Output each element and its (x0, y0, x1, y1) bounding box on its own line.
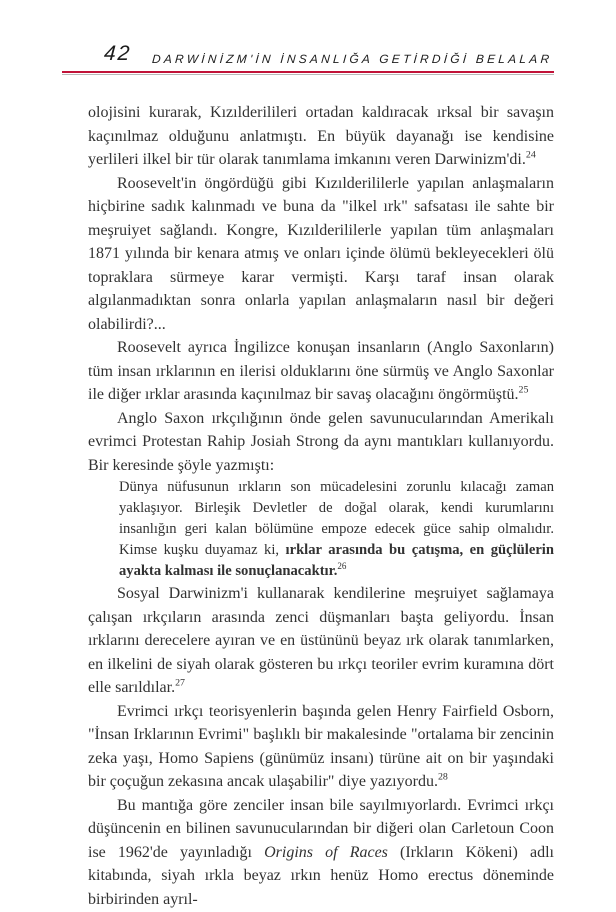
text-run: Origins of Races (264, 843, 388, 861)
paragraph (88, 172, 554, 337)
text-run: Bu mantığa göre zenciler insan bile sayılmıyorlardı. Evrimci ırkçı düşüncenin en bilinen savunucularından bir diğeri olan Carletoun Coon ise 1962'de yayınladığı (88, 796, 554, 861)
text-run: Anglo Saxon ırkçılığının önde gelen savunucularından Amerikalı evrimci Protestan Rahip Josiah Strong da aynı mantıkları kullanıyordu. Bir keresinde şöyle yazmıştı: (88, 409, 554, 474)
footnote-marker: 27 (175, 677, 185, 689)
text-run: Roosevelt'in öngördüğü gibi Kızılderililerle yapılan anlaşmaların hiçbirine sadık kalınmadı ve buna da "ilkel ırk" safsatası ile sahte bir meşruiyet sağlandı. Kongre, Kızılderililerle yapılan tüm anlaşmaları 1871 yılında bir kenara atmış ve onları içinde ölümü bekleyecekleri ölü topraklara sürmeye karar vermişti. Karşı taraf insan olarak algılanmadıktan sonra onlarla yapılan anlaşmaların nasıl bir değeri olabilirdi?... (88, 174, 554, 333)
footnote-marker: 26 (337, 561, 347, 572)
text-run: Dünya nüfusunun ırkların son mücadelesini zorunlu kılacağı zaman yaklaşıyor. Birleşik Devletler de doğal olarak, kendi kurumlarını insanlığın geri kalan bölümüne empoze edecek güce sahip olmalıdır. Kimse kuşku duyamaz ki, (119, 479, 554, 558)
paragraph (88, 407, 554, 478)
paragraph (88, 794, 554, 912)
paragraph (88, 582, 554, 700)
text-run: (Irkların Kökeni) adlı kitabında, siyah ırkla beyaz ırkın henüz Homo erectus döneminde birbirinden ayrıl- (88, 843, 554, 908)
text-run: ırklar arasında bu çatışma, en güçlülerin ayakta kalması ile sonuçlanacaktır. (119, 542, 554, 579)
text-run: Roosevelt ayrıca İngilizce konuşan insanların (Anglo Saxonların) tüm insan ırklarının en ilerisi olduklarını öne sürmüş ve Anglo Saxonlar ile diğer ırklar arasında kaçınılmaz bir savaş olacağını öngörmüştü. (88, 339, 554, 403)
footnote-marker: 24 (525, 149, 536, 161)
paragraph (88, 336, 554, 407)
text-run: olojisini kurarak, Kızılderilileri ortadan kaldıracak ırksal bir savaşın kaçınılmaz olduğunu anlatmıştı. En büyük dayanağı ise kendisine yerlileri ilkel bir tür olarak tanımlama imkanını veren Darwinizm'di. (88, 104, 554, 168)
quote-block (119, 477, 554, 582)
header-rule (62, 71, 554, 75)
text-run: Evrimci ırkçı teorisyenlerin başında gelen Henry Fairfield Osborn, "İnsan Irklarının Evrimi" başlıklı bir makalesinde "ortalama bir zencinin zeka yaşı, Homo Sapiens (günümüz insanı) türüne ait on bir yaşındaki bir çoçuğun zekasına ancak ulaşabilir" diye yazıyordu. (88, 702, 554, 790)
running-header-title: DARWİNİZM'İN İNSANLIĞA GETİRDİĞİ BELALAR (151, 52, 553, 66)
page-body (88, 101, 554, 911)
page-header (62, 42, 554, 66)
header-rule-gray-line (62, 74, 554, 75)
footnote-marker: 28 (437, 771, 448, 783)
paragraph (88, 101, 554, 172)
header-rule-red-line (62, 71, 554, 73)
text-run: Sosyal Darwinizm'i kullanarak kendilerine meşruiyet sağlamaya çalışan ırkçıların arasında zenci düşmanları başta geliyordu. İnsan ırklarını derecelere ayıran ve en üstününü beyaz ırk olarak tanımlarken, en ilkelini de siyah olarak gösteren bu ırkçı teoriler evrim kuramına dört elle sarıldılar. (88, 585, 554, 696)
footnote-marker: 25 (518, 384, 529, 396)
page-number: 42 (103, 42, 133, 65)
paragraph (88, 700, 554, 794)
